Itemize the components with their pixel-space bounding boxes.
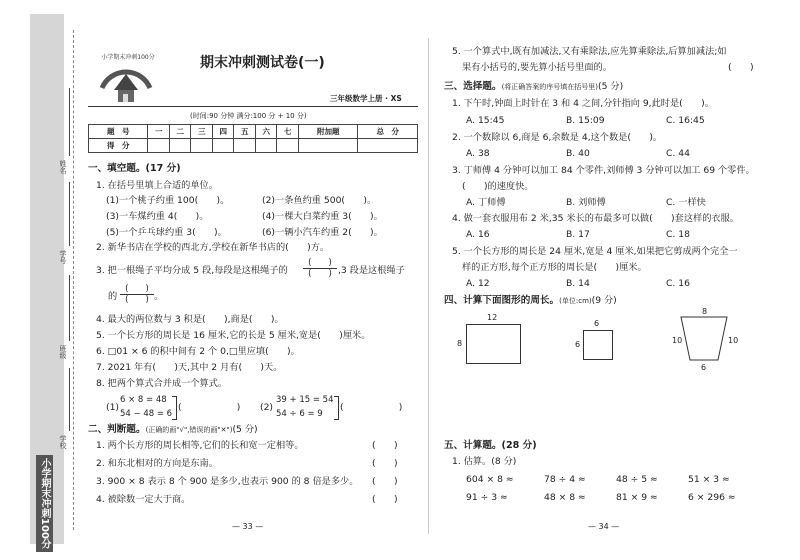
school-line [69,368,70,431]
score-cell[interactable] [277,139,299,153]
question-3: 3. 把一根绳子平均分成 5 段,每段是这根绳子的 [96,265,288,276]
rectangle-width: 8 [457,339,463,348]
section-1-title: 一、填空题。(17 分) [88,163,181,174]
choice-5-option[interactable]: C. 16 [666,278,690,289]
fraction-blank[interactable]: ( ) ( ) [303,258,337,279]
judge-3: 3. 900 × 8 表示 8 个 900 是多少,也表示 900 的 8 倍是多少。 [96,476,359,487]
judge-2-answer[interactable]: ( ) [372,458,398,469]
rectangle-figure [466,324,521,364]
choice-2-option[interactable]: B. 40 [566,148,590,159]
student-id-label: 学号 [59,250,67,264]
trapezoid-left: 10 [672,336,683,345]
side-brand-text: 小学期末冲刺100分 [36,455,53,552]
q8-2-eq-a: 39 + 15 = 54 [276,395,334,405]
name-label: 姓名 [59,160,67,174]
choice-5-cont: 样的正方形,每个正方形的周长是( )厘米。 [462,262,647,273]
rectangle-length: 12 [487,313,498,322]
choice-2-option[interactable]: C. 44 [666,148,690,159]
score-header: 总 分 [358,125,418,139]
choice-4: 4. 做一套衣服用布 2 米,35 米长的布最多可以做( )套这样的衣服。 [452,213,739,224]
question-6: 6. □01 × 6 的积中间有 2 个 0,□里应填( )。 [96,346,300,357]
score-cell[interactable] [148,139,170,153]
q8-1-answer[interactable]: ( ) [178,402,241,413]
brace [334,396,339,420]
question-3-end: 的 [108,291,118,302]
estimate-item: 78 ÷ 4 ≈ [544,474,586,485]
question-7: 7. 2021 年有( )天,其中 2 月有( )天。 [96,362,283,373]
choice-1-option[interactable]: B. 15:09 [566,115,605,126]
score-header: 三 [191,125,213,139]
trapezoid-bottom: 6 [701,363,707,372]
judge-1: 1. 两个长方形的周长相等,它们的长和宽一定相等。 [96,440,304,451]
score-header: 一 [148,125,170,139]
judge-2: 2. 和东北相对的方向是东南。 [96,458,218,469]
score-header: 题 号 [89,125,148,139]
q8-2-answer[interactable]: ( ) [340,402,403,413]
choice-3-option[interactable]: B. 刘师傅 [566,197,606,208]
score-row-label: 得 分 [89,139,148,153]
question-1: 1. 在括号里填上合适的单位。 [96,180,218,191]
id-line [69,182,70,246]
choice-4-option[interactable]: A. 16 [466,229,490,240]
choice-5-option[interactable]: B. 14 [566,278,590,289]
score-cell[interactable] [358,139,418,153]
judge-5: 5. 一个算式中,既有加减法,又有乘除法,应先算乘除法,后算加减法;如 [452,46,727,57]
q8-2-label: (2) [260,402,274,413]
question-3-cont: ,3 段是这根绳子 [338,265,405,276]
fraction-blank[interactable]: ( ) ( ) [120,284,154,305]
time-info: (时间:90 分钟 满分:100 分 + 10 分) [190,112,307,120]
section-5-title: 五、计算题。(28 分) [444,440,537,451]
question-1-item: (5)一个乒乓球约重 3( )。 [106,227,227,238]
judge-4-answer[interactable]: ( ) [372,494,398,505]
q8-1-eq-a: 6 × 8 = 48 [120,395,167,405]
square-figure [583,330,613,360]
score-header: 五 [234,125,256,139]
estimate-item: 604 × 8 ≈ [466,474,514,485]
page-number-right: — 34 — [588,522,620,531]
score-header: 二 [169,125,191,139]
score-header: 附加题 [298,125,357,139]
estimate-item: 91 ÷ 3 ≈ [466,492,508,503]
choice-2-option[interactable]: A. 38 [466,148,490,159]
name-line [69,88,70,156]
question-4: 4. 最大的两位数与 3 积是( ),商是( )。 [96,314,284,325]
section-2-title: 二、判断题。(正确的画"√",错误的画"✕")(5 分) [88,424,258,435]
score-cell[interactable] [191,139,213,153]
logo-text: 小学期末冲刺100分 [101,54,155,61]
choice-1: 1. 下午时,钟面上时针在 3 和 4 之间,分针指向 9,此时是( )。 [452,98,714,109]
choice-3-cont: ( )的速度快。 [462,181,534,192]
score-cell[interactable] [169,139,191,153]
score-header: 四 [212,125,234,139]
choice-1-option[interactable]: C. 16:45 [666,115,705,126]
header-rule [88,106,418,107]
brace [172,396,177,420]
question-5: 5. 一个长方形的周长是 16 厘米,它的长是 5 厘米,宽是( )厘米。 [96,330,371,341]
class-label: 班级 [59,345,67,359]
q8-1-eq-b: 54 − 48 = 6 [120,409,173,419]
square-top: 6 [594,319,600,328]
question-1-item: (1)一个桃子约重 100( )。 [106,195,230,206]
judge-5-cont: 果有小括号的,要先算小括号里面的。 [462,62,612,73]
grade-label: 三年级数学上册 · XS [330,94,402,103]
score-header: 六 [255,125,277,139]
cut-line [73,30,74,530]
score-cell[interactable] [298,139,357,153]
page-title: 期末冲刺测试卷(一) [200,55,325,71]
q8-2-eq-b: 54 ÷ 6 = 9 [276,409,323,419]
trapezoid-right: 10 [728,336,739,345]
judge-5-answer[interactable]: ( ) [728,62,754,73]
question-1-item: (4)一棵大白菜约重 3( )。 [262,211,383,222]
estimate-item: 6 × 296 ≈ [688,492,736,503]
page-number-left: — 33 — [232,522,264,531]
q8-1-label: (1) [106,402,120,413]
score-header: 七 [277,125,299,139]
choice-1-option[interactable]: A. 15:45 [466,115,505,126]
question-1-item: (2)一条鱼约重 500( )。 [262,195,377,206]
judge-4: 4. 被除数一定大于商。 [96,494,191,505]
question-1-item: (3)一车煤约重 4( )。 [106,211,209,222]
choice-4-option[interactable]: B. 17 [566,229,590,240]
choice-3: 3. 丁师傅 4 分钟可以加工 84 个零件,刘师傅 3 分钟可以加工 69 个零件。 [452,165,755,176]
choice-5-option[interactable]: A. 12 [466,278,490,289]
section-4-title: 四、计算下面图形的周长。(单位:cm)(9 分) [444,295,617,306]
score-cell[interactable] [234,139,256,153]
choice-4-option[interactable]: C. 18 [666,229,690,240]
score-table [88,124,418,153]
school-label: 学校 [59,435,67,449]
choice-5: 5. 一个长方形的周长是 24 厘米,宽是 4 厘米,如果把它剪成两个完全一 [452,246,738,257]
class-line [69,275,70,341]
question-8: 8. 把两个算式合并成一个算式。 [96,378,228,389]
choice-2: 2. 一个数除以 6,商是 6,余数是 4,这个数是( )。 [452,132,663,143]
estimate-item: 48 × 8 ≈ [544,492,586,503]
estimate-title: 1. 估算。(8 分) [452,456,517,467]
score-cell[interactable] [212,139,234,153]
question-3-period: 。 [154,291,164,302]
estimate-item: 81 × 9 ≈ [616,492,658,503]
choice-3-option[interactable]: C. 一样快 [666,197,706,208]
question-1-item: (6)一辆小汽车约重 2( )。 [262,227,383,238]
estimate-item: 48 ÷ 5 ≈ [616,474,658,485]
judge-3-answer[interactable]: ( ) [372,476,398,487]
trapezoid-figure [680,316,728,362]
estimate-item: 51 × 3 ≈ [688,474,730,485]
trapezoid-top: 8 [702,307,708,316]
score-cell[interactable] [255,139,277,153]
page-divider [428,38,429,534]
choice-3-option[interactable]: A. 丁师傅 [466,197,506,208]
section-3-title: 三、选择题。(将正确答案的序号填在括号里)(5 分) [444,81,624,92]
judge-1-answer[interactable]: ( ) [372,440,398,451]
question-2: 2. 新华书店在学校的西北方,学校在新华书店的( )方。 [96,242,330,253]
square-left: 6 [575,340,581,349]
